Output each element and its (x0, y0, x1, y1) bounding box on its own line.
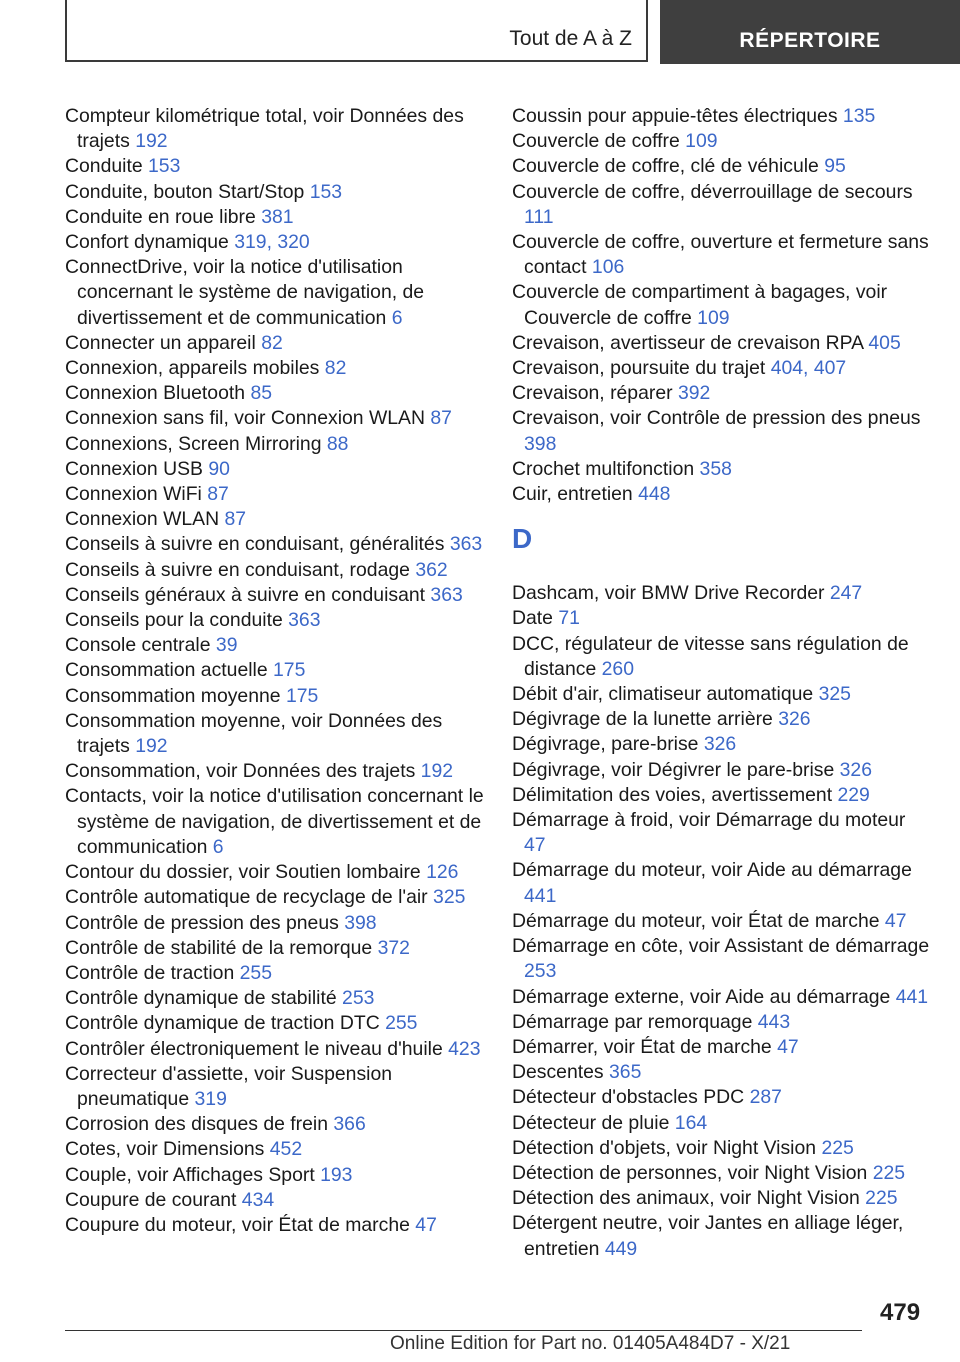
index-entry (65, 608, 485, 633)
page-reference-link[interactable]: 398 (344, 911, 377, 934)
page-reference-link[interactable]: 153 (309, 180, 343, 203)
section-letter-d: D (512, 523, 533, 555)
page-reference-link[interactable]: 47 (777, 1035, 799, 1058)
page-reference-link[interactable]: 225 (872, 1161, 906, 1184)
page-reference-link[interactable]: 87 (224, 508, 247, 531)
index-term: Connexion Bluetooth (65, 382, 251, 405)
index-term: Conseils pour la conduite (65, 609, 289, 632)
index-entry (65, 1137, 485, 1162)
page-reference-link[interactable]: 106 (591, 256, 625, 279)
index-term: Démarrage du moteur, voir Aide au démarrage (512, 859, 912, 882)
page-reference-link[interactable]: 326 (703, 733, 737, 756)
index-entry (65, 507, 485, 532)
page-reference-link[interactable]: 71 (558, 607, 580, 630)
tab-alphabetical-label: Tout de A à Z (509, 27, 632, 50)
page-reference-link[interactable]: 225 (821, 1136, 854, 1159)
index-term: ConnectDrive, voir la notice d'utilisation concernant le système de navigation, de divertissement et de communication (65, 256, 425, 329)
tab-alphabetical[interactable] (65, 0, 648, 62)
index-entry (512, 606, 932, 631)
page-reference-link[interactable]: 47 (884, 909, 907, 932)
page-reference-link[interactable]: 372 (377, 936, 410, 959)
index-entry (512, 707, 932, 732)
index-term: Contacts, voir la notice d'utilisation concernant le système de navigation, de divertissement et de communication (65, 785, 484, 858)
index-term: Contrôle dynamique de stabilité (65, 987, 343, 1010)
index-term: Conduite en roue libre (65, 205, 262, 228)
index-term: Dashcam, voir BMW Drive Recorder (512, 582, 830, 605)
index-entry (512, 682, 932, 707)
index-term: Couvercle de coffre, déverrouillage de secours (512, 180, 913, 203)
index-entry (65, 1062, 485, 1112)
index-term: Contrôle dynamique de traction DTC (65, 1012, 386, 1035)
index-entry (512, 180, 932, 230)
index-term: Contrôle de traction (65, 961, 240, 984)
index-term: Console centrale (65, 634, 216, 657)
index-entry (512, 985, 932, 1010)
page-reference-link[interactable]: 255 (239, 961, 272, 984)
index-entry (65, 1112, 485, 1137)
index-entry (65, 406, 485, 431)
index-entry (65, 936, 485, 961)
index-entry (65, 684, 485, 709)
index-entry (512, 1161, 932, 1186)
page-reference-link[interactable]: 443 (757, 1010, 791, 1033)
page-reference-link[interactable]: 247 (829, 582, 863, 605)
index-term: Crevaison, avertisseur de crevaison RPA (512, 331, 869, 354)
page-reference-link[interactable]: 164 (674, 1111, 708, 1134)
page-reference-link[interactable]: 260 (601, 657, 634, 680)
page-reference-link[interactable]: 449 (604, 1237, 638, 1260)
page-reference-link[interactable]: 87 (207, 483, 229, 506)
index-term: Descentes (512, 1061, 610, 1084)
index-term: Débit d'air, climatiseur automatique (512, 683, 819, 706)
index-entry (65, 558, 485, 583)
page-reference-link[interactable]: 175 (285, 684, 319, 707)
page-reference-link[interactable]: 441 (524, 884, 557, 907)
index-column-right (512, 104, 932, 1262)
index-entry (512, 154, 932, 179)
page-reference-link[interactable]: 135 (842, 105, 876, 127)
index-entry (512, 1186, 932, 1211)
index-entry (512, 331, 932, 356)
index-entry (65, 885, 485, 910)
index-entry (65, 1188, 485, 1213)
index-term: Conseils à suivre en conduisant, rodage (65, 558, 416, 581)
index-term: Dégivrage de la lunette arrière (512, 708, 779, 731)
page-number: 479 (880, 1299, 921, 1326)
index-term: Conseils généraux à suivre en conduisant (65, 583, 431, 606)
page-reference-link[interactable]: 47 (524, 834, 546, 857)
index-entry (65, 356, 485, 381)
page-reference-link[interactable]: 126 (426, 861, 459, 884)
page-reference-link[interactable]: 175 (273, 659, 306, 682)
index-term: Connexion, appareils mobiles (65, 357, 325, 380)
page-reference-link[interactable]: 358 (699, 457, 732, 480)
page-reference-link[interactable]: 366 (333, 1113, 366, 1136)
page-reference-link[interactable]: 319 (194, 1087, 227, 1110)
index-entry (65, 1213, 485, 1238)
index-term: Connexion USB (65, 457, 209, 480)
index-entry (65, 911, 485, 936)
index-term: Connexions, Screen Mirroring (65, 432, 327, 455)
page-reference-link[interactable]: 82 (324, 357, 347, 380)
index-term: Démarrage externe, voir Aide au démarrage (512, 985, 896, 1008)
index-term: Compteur kilométrique total, voir Données des trajets (65, 105, 464, 153)
index-entry (65, 432, 485, 457)
index-term: Détergent neutre, voir Jantes en alliage léger, entretien (512, 1212, 904, 1260)
page-reference-link[interactable]: 95 (824, 155, 846, 178)
index-term: Cotes, voir Dimensions (65, 1138, 270, 1161)
page-reference-link[interactable]: 153 (148, 155, 181, 178)
index-entry (65, 1011, 485, 1036)
index-entry (512, 1085, 932, 1110)
page-reference-link[interactable]: 253 (342, 987, 375, 1010)
footer-divider (65, 1330, 862, 1331)
index-entry (512, 758, 932, 783)
index-term: Cuir, entretien (512, 483, 639, 506)
page-reference-link[interactable]: 6 (212, 835, 224, 858)
index-column-left (65, 104, 485, 1238)
page-reference-link[interactable]: 405 (868, 331, 901, 354)
index-entry (512, 406, 932, 456)
index-entry (65, 961, 485, 986)
index-term: Conduite, bouton Start/Stop (65, 180, 310, 203)
page-reference-link[interactable]: 109 (685, 130, 718, 153)
index-term: Détection des animaux, voir Night Vision (512, 1187, 866, 1210)
index-term: Consommation moyenne, voir Données des trajets (65, 709, 443, 758)
index-entry (512, 581, 932, 606)
page-reference-link[interactable]: 39 (215, 634, 238, 657)
index-term: Coussin pour appuie-têtes électriques (512, 105, 843, 127)
page-reference-link[interactable]: 109 (697, 306, 730, 329)
page-reference-link[interactable]: 192 (420, 760, 454, 783)
index-term: Contour du dossier, voir Soutien lombaire (65, 861, 427, 884)
tab-index[interactable] (660, 0, 960, 64)
index-term: Consommation, voir Données des trajets (65, 760, 421, 783)
index-entry (512, 1010, 932, 1035)
index-term: Confort dynamique (65, 231, 235, 254)
index-term: Correcteur d'assiette, voir Suspension pneumatique (65, 1062, 393, 1110)
index-term: DCC, régulateur de vitesse sans régulation de distance (512, 632, 909, 680)
page-reference-link[interactable]: 229 (837, 783, 870, 806)
index-term: Démarrage du moteur, voir État de marche (512, 909, 885, 932)
index-entry (512, 104, 932, 129)
page-reference-link[interactable]: 111 (524, 205, 554, 228)
page-reference-link[interactable]: 225 (865, 1187, 898, 1210)
index-entry (512, 732, 932, 757)
tab-index-label: RÉPERTOIRE (739, 29, 881, 52)
index-entry (512, 129, 932, 154)
page-reference-link[interactable]: 90 (208, 457, 230, 480)
index-term: Corrosion des disques de frein (65, 1113, 334, 1136)
index-entry (512, 1111, 932, 1136)
page-reference-link[interactable]: 362 (415, 558, 448, 581)
index-term: Consommation actuelle (65, 659, 274, 682)
index-entry (65, 633, 485, 658)
index-term: Connexion WiFi (65, 483, 208, 506)
index-term: Couvercle de coffre, ouverture et fermeture sans contact (512, 231, 929, 279)
index-term: Connexion WLAN (65, 508, 225, 531)
index-term: Démarrage par remorquage (512, 1010, 758, 1033)
index-term: Conseils à suivre en conduisant, généralités (65, 533, 450, 556)
page-reference-link[interactable]: 193 (320, 1163, 353, 1186)
index-entry (512, 1136, 932, 1161)
index-entry (512, 1060, 932, 1085)
index-term: Coupure du moteur, voir État de marche (65, 1213, 416, 1236)
index-term: Couvercle de compartiment à bagages, voir Couvercle de coffre (512, 281, 888, 329)
index-term: Couvercle de coffre (512, 130, 686, 153)
page-reference-link[interactable]: 326 (778, 708, 811, 731)
page-reference-link[interactable]: 423 (448, 1037, 481, 1060)
page-reference-link[interactable]: 441 (895, 985, 929, 1008)
index-term: Date (512, 607, 559, 630)
page-reference-link[interactable]: 363 (449, 533, 483, 556)
page-reference-link[interactable]: 325 (818, 683, 851, 706)
index-entry (65, 180, 485, 205)
page-reference-link[interactable]: 253 (524, 960, 557, 983)
index-entry (512, 808, 932, 858)
index-term: Crevaison, voir Contrôle de pression des pneus (512, 407, 921, 430)
page-reference-link[interactable]: 255 (385, 1012, 418, 1035)
index-term: Crochet multifonction (512, 457, 700, 480)
index-term: Contrôler électroniquement le niveau d'huile (65, 1037, 449, 1060)
index-term: Coupure de courant (65, 1188, 242, 1211)
index-entry (65, 658, 485, 683)
index-entry (512, 457, 932, 482)
index-entry (65, 230, 485, 255)
page-reference-link[interactable]: 363 (430, 583, 463, 606)
index-term: Couple, voir Affichages Sport (65, 1163, 321, 1186)
page-reference-link[interactable]: 452 (269, 1138, 303, 1161)
index-entry (65, 709, 485, 759)
page-reference-link[interactable]: 6 (391, 306, 403, 329)
index-entry (65, 1037, 485, 1062)
index-term: Conduite (65, 155, 149, 178)
index-entry (65, 154, 485, 179)
index-entry (65, 860, 485, 885)
index-term: Couvercle de coffre, clé de véhicule (512, 155, 825, 178)
page-reference-link[interactable]: 87 (430, 407, 452, 430)
index-term: Connexion sans fil, voir Connexion WLAN (65, 407, 431, 430)
index-entry (65, 784, 485, 860)
page-reference-link[interactable]: 47 (415, 1213, 437, 1236)
index-term: Démarrage en côte, voir Assistant de démarrage (512, 935, 930, 958)
index-entry (65, 482, 485, 507)
index-term: Détection de personnes, voir Night Vision (512, 1161, 873, 1184)
index-term: Dégivrage, voir Dégivrer le pare-brise (512, 758, 840, 781)
page-reference-link[interactable]: 434 (241, 1188, 275, 1211)
index-entry (65, 457, 485, 482)
index-term: Démarrer, voir État de marche (512, 1035, 778, 1058)
page-reference-link[interactable]: 448 (638, 483, 671, 506)
page-reference-link[interactable]: 326 (839, 758, 872, 781)
page-reference-link[interactable]: 381 (261, 205, 294, 228)
page-reference-link[interactable]: 404, 407 (770, 357, 847, 380)
index-term: Détecteur de pluie (512, 1111, 675, 1134)
index-entry (512, 356, 932, 381)
index-term: Dégivrage, pare-brise (512, 733, 704, 756)
page-reference-link[interactable]: 325 (433, 886, 466, 909)
index-entry (512, 230, 932, 280)
index-term: Crevaison, réparer (512, 382, 678, 405)
index-entry (65, 532, 485, 557)
index-entry (65, 104, 485, 154)
index-entry (512, 280, 932, 330)
index-term: Contrôle de pression des pneus (65, 911, 345, 934)
page-reference-link[interactable]: 398 (524, 432, 557, 455)
footer-text: Online Edition for Part no. 01405A484D7 - X/21 (390, 1333, 791, 1354)
index-group-d (512, 581, 932, 1261)
index-entry (512, 632, 932, 682)
index-term: Connecter un appareil (65, 331, 262, 354)
index-entry (512, 909, 932, 934)
index-entry (65, 1163, 485, 1188)
index-entry (65, 759, 485, 784)
page-reference-link[interactable]: 365 (609, 1061, 642, 1084)
index-term: Démarrage à froid, voir Démarrage du moteur (512, 809, 906, 832)
index-term: Délimitation des voies, avertissement (512, 783, 838, 806)
page-reference-link[interactable]: 319, 320 (234, 231, 310, 254)
index-entry (65, 986, 485, 1011)
index-term: Crevaison, poursuite du trajet (512, 357, 771, 380)
page-reference-link[interactable]: 392 (677, 382, 711, 405)
index-term: Détection d'objets, voir Night Vision (512, 1136, 822, 1159)
index-entry (65, 381, 485, 406)
index-term: Contrôle automatique de recyclage de l'air (65, 886, 434, 909)
index-entry (512, 934, 932, 984)
index-term: Détecteur d'obstacles PDC (512, 1086, 750, 1109)
index-entry (512, 381, 932, 406)
index-entry (65, 205, 485, 230)
page-reference-link[interactable]: 192 (135, 130, 168, 153)
index-entry (512, 482, 932, 507)
page-reference-link[interactable]: 363 (288, 609, 321, 632)
index-entry (512, 1211, 932, 1261)
index-entry (65, 331, 485, 356)
index-term: Contrôle de stabilité de la remorque (65, 936, 378, 959)
page-reference-link[interactable]: 85 (250, 382, 273, 405)
page-header (65, 0, 960, 64)
index-term: Consommation moyenne (65, 684, 286, 707)
page-reference-link[interactable]: 82 (261, 331, 283, 354)
page-reference-link[interactable]: 287 (749, 1086, 782, 1109)
page-reference-link[interactable]: 192 (135, 735, 168, 758)
index-entry (512, 783, 932, 808)
index-entry (512, 858, 932, 908)
index-entry (65, 583, 485, 608)
index-entry (512, 1035, 932, 1060)
page-reference-link[interactable]: 88 (326, 432, 349, 455)
index-group-c (512, 104, 932, 507)
index-entry (65, 255, 485, 331)
